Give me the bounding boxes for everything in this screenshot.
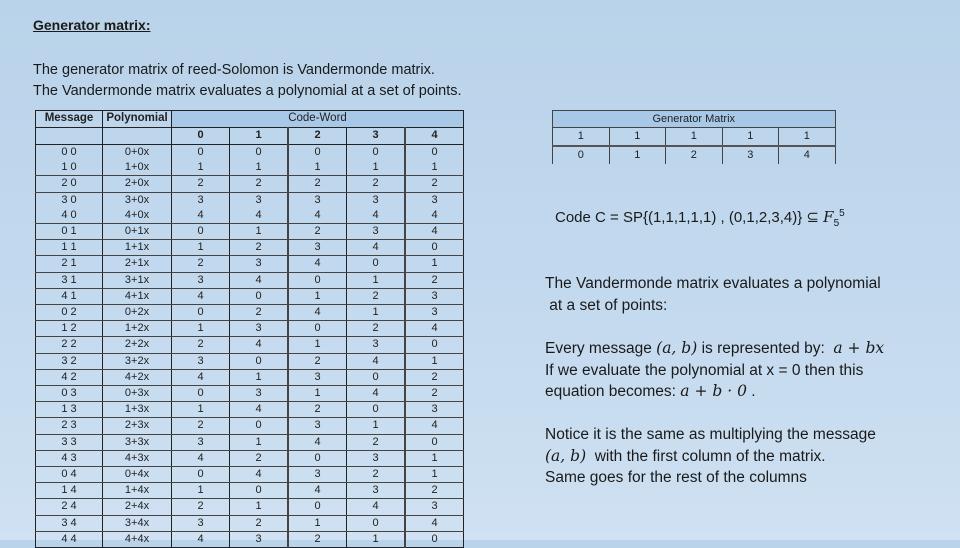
codeword-cell: 2 (230, 515, 289, 531)
codeword-cell: 4 (172, 450, 230, 466)
codeword-cell: 1 (405, 450, 464, 466)
math-pair: (a, b) (656, 339, 698, 357)
codeword-cell: 2 (347, 467, 406, 483)
message-cell: 1 1 (36, 240, 103, 256)
text-line: The Vandermonde matrix evaluates a polynomial (545, 275, 881, 292)
text-line: Every message (a, b) is represented by: a + bx (545, 339, 885, 357)
text-line: equation becomes: a + b · 0 . (545, 382, 756, 400)
message-cell: 3 3 (36, 434, 103, 450)
polynomial-cell: 4+3x (103, 450, 172, 466)
polynomial-cell: 2+1x (103, 256, 172, 272)
codeword-cell: 0 (288, 321, 347, 337)
codeword-cell: 3 (347, 450, 406, 466)
polynomial-cell: 2+4x (103, 499, 172, 515)
codeword-cell: 1 (288, 386, 347, 402)
codeword-cell: 1 (405, 160, 464, 176)
header-codeword: Code-Word (172, 111, 464, 128)
code-definition (555, 208, 845, 229)
codeword-cell: 3 (405, 305, 464, 321)
codeword-cell: 4 (288, 434, 347, 450)
codeword-cell: 4 (405, 321, 464, 337)
polynomial-cell: 2+3x (103, 418, 172, 434)
polynomial-cell: 0+0x (103, 145, 172, 161)
matrix-cell: 0 (553, 146, 610, 164)
message-cell: 3 0 (36, 192, 103, 208)
codeword-cell: 4 (405, 418, 464, 434)
message-cell: 0 1 (36, 224, 103, 240)
codeword-cell: 3 (172, 353, 230, 369)
polynomial-cell: 2+2x (103, 337, 172, 353)
column-index: 3 (347, 128, 406, 145)
text-line: at a set of points: (545, 296, 668, 314)
polynomial-cell: 3+2x (103, 353, 172, 369)
message-cell: 4 3 (36, 450, 103, 466)
message-cell: 3 4 (36, 515, 103, 531)
codeword-cell: 4 (405, 224, 464, 240)
message-cell: 2 0 (36, 176, 103, 192)
codeword-cell: 1 (347, 418, 406, 434)
codeword-cell: 3 (405, 192, 464, 208)
field-superscript: 5 (839, 208, 845, 219)
polynomial-cell: 1+0x (103, 160, 172, 176)
matrix-cell: 1 (609, 146, 666, 164)
message-cell: 4 1 (36, 288, 103, 304)
table-row (36, 288, 464, 304)
generator-matrix-table (552, 110, 836, 164)
table-row (36, 386, 464, 402)
codeword-cell: 2 (172, 176, 230, 192)
header-polynomial: Polynomial (103, 111, 172, 128)
codeword-cell: 0 (172, 305, 230, 321)
codeword-cell: 2 (405, 176, 464, 192)
message-cell: 0 2 (36, 305, 103, 321)
codeword-cell: 2 (172, 256, 230, 272)
column-index: 2 (288, 128, 347, 145)
codeword-cell: 2 (172, 337, 230, 353)
polynomial-cell: 2+0x (103, 176, 172, 192)
codeword-cell: 0 (347, 145, 406, 161)
polynomial-cell: 3+0x (103, 192, 172, 208)
codeword-cell: 0 (230, 145, 289, 161)
codeword-cell: 3 (172, 515, 230, 531)
codeword-cell: 2 (347, 321, 406, 337)
codeword-cell: 0 (172, 224, 230, 240)
matrix-row (553, 128, 836, 147)
codeword-cell: 4 (172, 288, 230, 304)
codeword-cell: 1 (347, 160, 406, 176)
codeword-cell: 4 (172, 208, 230, 224)
matrix-row (553, 146, 836, 164)
codeword-cell: 2 (230, 176, 289, 192)
table-row (36, 450, 464, 466)
polynomial-cell: 4+1x (103, 288, 172, 304)
table-row (36, 160, 464, 176)
codeword-cell: 0 (230, 353, 289, 369)
codeword-cell: 0 (288, 450, 347, 466)
codeword-cell: 2 (288, 353, 347, 369)
codeword-cell: 0 (172, 386, 230, 402)
codeword-cell: 0 (347, 402, 406, 418)
codeword-cell: 4 (288, 483, 347, 499)
table-row (36, 256, 464, 272)
codeword-cell: 4 (230, 272, 289, 288)
codeword-cell: 0 (230, 288, 289, 304)
code-definition-text: Code C = SP{(1,1,1,1,1) , (0,1,2,3,4)} ⊆ (555, 209, 824, 226)
codeword-cell: 1 (172, 321, 230, 337)
codeword-cell: 3 (288, 418, 347, 434)
codeword-cell: 3 (230, 321, 289, 337)
codeword-cell: 3 (172, 434, 230, 450)
codeword-cell: 4 (288, 305, 347, 321)
matrix-cell: 3 (722, 146, 779, 164)
codeword-cell: 0 (405, 337, 464, 353)
codeword-cell: 3 (405, 402, 464, 418)
column-index: 4 (405, 128, 464, 145)
matrix-cell: 1 (779, 128, 836, 147)
polynomial-cell: 3+1x (103, 272, 172, 288)
codeword-cell: 1 (172, 160, 230, 176)
codeword-cell: 1 (347, 272, 406, 288)
header-message: Message (36, 111, 103, 128)
math-expression: a + b · 0 (680, 382, 747, 400)
explanation-paragraph-2 (545, 338, 884, 403)
codeword-cell: 2 (405, 272, 464, 288)
codeword-cell: 4 (288, 208, 347, 224)
table-row (36, 192, 464, 208)
table-row (36, 515, 464, 531)
text-line: Notice it is the same as multiplying the message (545, 426, 876, 443)
intro-text (33, 60, 462, 102)
text-line: Same goes for the rest of the columns (545, 469, 807, 486)
codeword-cell: 1 (230, 160, 289, 176)
polynomial-cell: 3+3x (103, 434, 172, 450)
matrix-cell: 1 (722, 128, 779, 147)
table-row (36, 272, 464, 288)
codeword-cell: 4 (288, 256, 347, 272)
column-index: 1 (230, 128, 289, 145)
codeword-cell: 1 (230, 369, 289, 385)
codeword-cell: 2 (172, 499, 230, 515)
text-line: If we evaluate the polynomial at x = 0 then this (545, 361, 864, 379)
codeword-cell: 4 (230, 337, 289, 353)
codeword-cell: 1 (230, 499, 289, 515)
codeword-table-body (36, 128, 464, 548)
table-row (36, 369, 464, 385)
codeword-cell: 3 (347, 192, 406, 208)
polynomial-cell: 4+2x (103, 369, 172, 385)
codeword-cell: 0 (405, 531, 464, 547)
matrix-cell: 4 (779, 146, 836, 164)
table-row (36, 321, 464, 337)
codeword-cell: 4 (230, 208, 289, 224)
math-pair: (a, b) (545, 446, 587, 465)
polynomial-cell: 4+4x (103, 531, 172, 547)
polynomial-cell: 1+2x (103, 321, 172, 337)
table-row (36, 337, 464, 353)
text-line: (a, b) with the first column of the matrix. (545, 446, 826, 465)
codeword-cell: 4 (347, 208, 406, 224)
polynomial-cell: 3+4x (103, 515, 172, 531)
table-row (36, 176, 464, 192)
codeword-cell: 3 (405, 288, 464, 304)
codeword-cell: 1 (230, 224, 289, 240)
message-cell: 4 2 (36, 369, 103, 385)
codeword-cell: 0 (405, 145, 464, 161)
codeword-cell: 0 (288, 499, 347, 515)
message-cell: 1 3 (36, 402, 103, 418)
codeword-cell: 3 (347, 483, 406, 499)
codeword-cell: 4 (230, 467, 289, 483)
codeword-cell: 1 (347, 531, 406, 547)
codeword-cell: 0 (347, 256, 406, 272)
message-cell: 2 3 (36, 418, 103, 434)
field-subscript: 5 (833, 218, 840, 229)
codeword-cell: 4 (347, 240, 406, 256)
codeword-cell: 3 (288, 240, 347, 256)
codeword-cell: 0 (230, 418, 289, 434)
codeword-cell: 4 (347, 353, 406, 369)
codeword-cell: 1 (172, 240, 230, 256)
codeword-cell: 1 (230, 434, 289, 450)
table-row (36, 531, 464, 547)
table-row (36, 467, 464, 483)
codeword-cell: 4 (405, 515, 464, 531)
codeword-cell: 3 (288, 369, 347, 385)
polynomial-cell: 0+2x (103, 305, 172, 321)
codeword-cell: 1 (288, 337, 347, 353)
codeword-cell: 3 (347, 224, 406, 240)
matrix-cell: 2 (666, 146, 723, 164)
codeword-cell: 1 (288, 288, 347, 304)
codeword-cell: 3 (230, 256, 289, 272)
table-row (36, 418, 464, 434)
codeword-cell: 1 (405, 353, 464, 369)
codeword-cell: 1 (288, 515, 347, 531)
message-cell: 4 0 (36, 208, 103, 224)
message-cell: 3 1 (36, 272, 103, 288)
polynomial-cell: 1+4x (103, 483, 172, 499)
message-cell: 0 3 (36, 386, 103, 402)
codeword-cell: 2 (230, 240, 289, 256)
codeword-cell: 2 (347, 176, 406, 192)
explanation-paragraph-1 (545, 273, 881, 316)
codeword-cell: 4 (230, 402, 289, 418)
polynomial-cell: 1+1x (103, 240, 172, 256)
codeword-cell: 3 (172, 272, 230, 288)
codeword-cell: 1 (172, 483, 230, 499)
codeword-cell: 4 (172, 531, 230, 547)
polynomial-cell: 0+4x (103, 467, 172, 483)
section-title: Generator matrix: (33, 17, 151, 33)
message-cell: 2 2 (36, 337, 103, 353)
polynomial-cell: 0+1x (103, 224, 172, 240)
message-cell: 1 0 (36, 160, 103, 176)
table-row (36, 240, 464, 256)
codeword-cell: 1 (288, 160, 347, 176)
codeword-cell: 2 (288, 224, 347, 240)
message-cell: 4 4 (36, 531, 103, 547)
codeword-cell: 2 (405, 483, 464, 499)
table-row (36, 145, 464, 161)
codeword-cell: 2 (288, 176, 347, 192)
codeword-cell: 1 (405, 467, 464, 483)
codeword-cell: 0 (288, 145, 347, 161)
codeword-cell: 2 (405, 369, 464, 385)
codeword-cell: 3 (288, 467, 347, 483)
table-row (36, 499, 464, 515)
column-index-row (36, 128, 464, 145)
codeword-cell: 0 (405, 434, 464, 450)
codeword-cell: 0 (347, 515, 406, 531)
codeword-table (35, 110, 464, 548)
codeword-cell: 3 (288, 192, 347, 208)
table-row (36, 434, 464, 450)
codeword-cell: 0 (405, 240, 464, 256)
codeword-cell: 0 (172, 467, 230, 483)
codeword-cell: 2 (288, 402, 347, 418)
codeword-cell: 4 (347, 499, 406, 515)
codeword-cell: 0 (230, 483, 289, 499)
table-row (36, 353, 464, 369)
polynomial-cell: 1+3x (103, 402, 172, 418)
explanation-paragraph-3 (545, 424, 876, 489)
message-cell: 2 4 (36, 499, 103, 515)
column-index: 0 (172, 128, 230, 145)
codeword-cell: 2 (172, 418, 230, 434)
math-polynomial: a + bx (833, 339, 885, 357)
codeword-cell: 3 (230, 386, 289, 402)
polynomial-cell: 4+0x (103, 208, 172, 224)
table-row (36, 224, 464, 240)
table-row (36, 483, 464, 499)
codeword-cell: 3 (405, 499, 464, 515)
table-row (36, 305, 464, 321)
message-cell: 0 0 (36, 145, 103, 161)
table-row (36, 402, 464, 418)
table-row (36, 208, 464, 224)
codeword-cell: 2 (230, 450, 289, 466)
codeword-cell: 1 (405, 256, 464, 272)
polynomial-cell: 0+3x (103, 386, 172, 402)
codeword-cell: 2 (288, 531, 347, 547)
codeword-cell: 4 (405, 208, 464, 224)
field-symbol: F (823, 208, 834, 226)
intro-line: The generator matrix of reed-Solomon is Vandermonde matrix. (33, 62, 435, 78)
message-cell: 0 4 (36, 467, 103, 483)
message-cell: 1 4 (36, 483, 103, 499)
codeword-cell: 2 (230, 305, 289, 321)
codeword-cell: 0 (288, 272, 347, 288)
intro-line: The Vandermonde matrix evaluates a polynomial at a set of points. (33, 83, 462, 99)
codeword-cell: 3 (172, 192, 230, 208)
message-cell: 1 2 (36, 321, 103, 337)
message-cell: 3 2 (36, 353, 103, 369)
codeword-cell: 2 (405, 386, 464, 402)
codeword-cell: 3 (230, 531, 289, 547)
codeword-cell: 1 (347, 305, 406, 321)
codeword-cell: 3 (230, 192, 289, 208)
codeword-cell: 0 (172, 145, 230, 161)
codeword-cell: 4 (172, 369, 230, 385)
codeword-cell: 2 (347, 434, 406, 450)
codeword-cell: 4 (347, 386, 406, 402)
codeword-cell: 3 (347, 337, 406, 353)
matrix-cell: 1 (666, 128, 723, 147)
codeword-cell: 2 (347, 288, 406, 304)
message-cell: 2 1 (36, 256, 103, 272)
generator-matrix-title: Generator Matrix (553, 111, 836, 128)
matrix-cell: 1 (553, 128, 610, 147)
matrix-cell: 1 (609, 128, 666, 147)
codeword-cell: 0 (347, 369, 406, 385)
codeword-cell: 1 (172, 402, 230, 418)
